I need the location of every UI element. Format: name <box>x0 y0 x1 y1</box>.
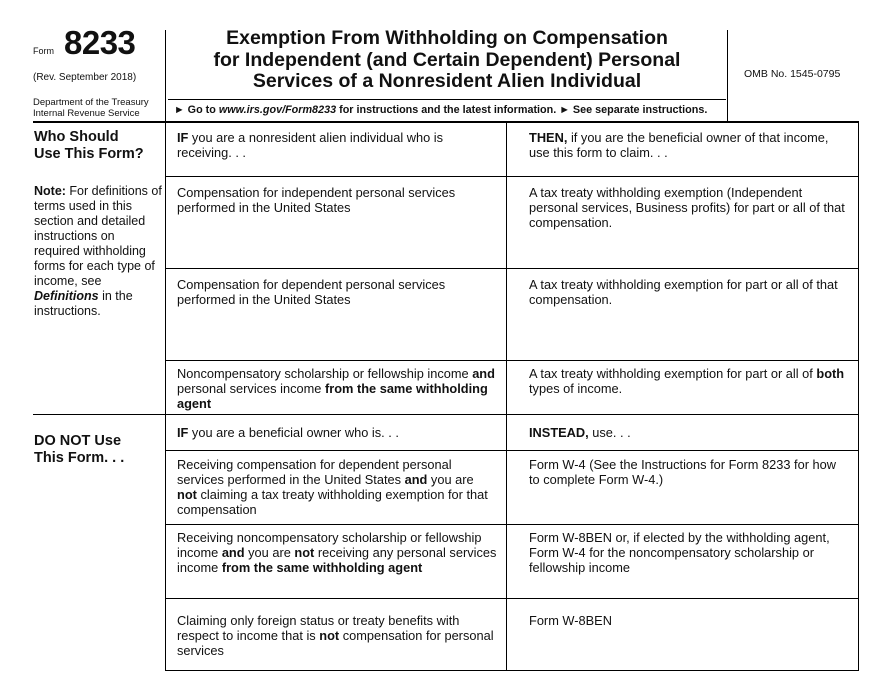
department <box>33 97 149 119</box>
who-row2-condition: Compensation for dependent personal services performed in the United States <box>177 277 446 307</box>
who-row3-claim <box>529 366 849 396</box>
text-segment: A tax treaty withholding exemption for part or all of <box>529 366 817 381</box>
note-text-end: in the instructions. <box>34 289 133 318</box>
then-label: THEN, <box>529 130 568 145</box>
text-segment: you are <box>244 545 295 560</box>
revision-date: (Rev. September 2018) <box>33 72 137 83</box>
omb-number: OMB No. 1545-0795 <box>744 68 841 80</box>
form-title <box>168 28 726 93</box>
table-top-border <box>33 121 859 123</box>
section-divider <box>33 414 859 415</box>
department-line2: Internal Revenue Service <box>33 108 140 119</box>
text-segment: receiving any personal services income <box>177 545 497 575</box>
row-line <box>166 598 858 599</box>
who-row3-condition <box>177 366 497 411</box>
do-not-use-heading-line2: This Form. . . <box>34 450 125 466</box>
text-segment: Receiving compensation for dependent personal services performed in the United States <box>177 457 452 487</box>
table-bottom-border <box>166 670 858 671</box>
if-label: IF <box>177 425 189 440</box>
definitions-term: Definitions <box>34 289 99 303</box>
text-bold: and <box>472 366 495 381</box>
dnu-row3-instead: Form W-8BEN <box>529 613 612 628</box>
text-segment: Claiming only foreign status or treaty benefits with respect to income that is <box>177 613 460 643</box>
text-segment: types of income. <box>529 381 623 396</box>
title-line1: Exemption From Withholding on Compensation <box>226 27 668 49</box>
if-owner-header-cell <box>177 425 497 440</box>
dnu-row1-condition <box>177 457 497 517</box>
who-should-heading-line1: Who Should <box>34 129 119 145</box>
if-text: you are a beneficial owner who is. . . <box>188 425 399 440</box>
if-text: you are a nonresident alien individual who is receiving. . . <box>177 130 444 160</box>
text-bold: not <box>319 628 340 643</box>
text-bold: from the same withholding agent <box>221 560 423 575</box>
note-text: For definitions of terms used in this section and detailed instructions on required withholding forms for each type of income, see <box>34 184 162 288</box>
grid-col-divider-2 <box>506 122 507 671</box>
text-segment: you are <box>427 472 474 487</box>
header-divider-right <box>727 30 728 121</box>
dnu-row2-condition <box>177 530 497 575</box>
text-bold: and <box>221 545 245 560</box>
text-segment: compensation for personal services <box>177 628 494 658</box>
department-line1: Department of the Treasury <box>33 97 149 108</box>
title-line2: for Independent (and Certain Dependent) Personal <box>213 48 681 71</box>
instead-label: INSTEAD, <box>529 425 589 440</box>
then-text: if you are the beneficial owner of that income, use this form to claim. . . <box>529 130 829 160</box>
who-row1-condition: Compensation for independent personal services performed in the United States <box>177 185 456 215</box>
dnu-row2-instead: Form W-8BEN or, if elected by the withholding agent, Form W-4 for the noncompensatory scholarship or fellowship income <box>529 530 830 575</box>
form-label: Form <box>33 46 54 56</box>
row-line <box>166 268 858 269</box>
text-bold: from the same withholding agent <box>177 381 488 411</box>
text-segment: claiming a tax treaty withholding exemption for that compensation <box>177 487 488 517</box>
who-row1-claim: A tax treaty withholding exemption (Independent personal services, Business profits) for part or all of that compensation. <box>529 185 845 230</box>
do-not-use-heading-line1: DO NOT Use <box>34 433 122 449</box>
instead-header-cell <box>529 425 849 440</box>
who-should-heading <box>34 129 144 163</box>
text-bold: and <box>404 472 428 487</box>
row-line <box>166 176 858 177</box>
text-bold: not <box>177 487 197 502</box>
who-should-heading-line2: Use This Form? <box>34 146 144 162</box>
text-segment: personal services income <box>177 381 325 396</box>
if-header-cell <box>177 130 497 160</box>
row-line <box>166 360 858 361</box>
grid-right-border <box>858 122 859 671</box>
do-not-use-heading <box>34 433 124 467</box>
text-bold: both <box>816 366 845 381</box>
title-underline <box>168 99 726 100</box>
then-header-cell <box>529 130 849 160</box>
row-line <box>166 450 858 451</box>
row-line <box>166 524 858 525</box>
text-bold: not <box>294 545 315 560</box>
text-segment: Receiving noncompensatory scholarship or fellowship income <box>177 530 482 560</box>
instructions-link-line <box>174 104 707 116</box>
title-line3: Services of a Nonresident Alien Individual <box>252 70 642 92</box>
dnu-row3-condition <box>177 613 497 658</box>
if-label: IF <box>177 130 189 145</box>
note-label: Note: <box>34 184 66 198</box>
goto-prefix: ► Go to <box>174 104 219 116</box>
dnu-row1-instead: Form W-4 (See the Instructions for Form 8233 for how to complete Form W-4.) <box>529 457 837 487</box>
header-divider-left <box>165 30 166 121</box>
grid-col-divider-1 <box>165 122 166 671</box>
irs-url-link[interactable]: www.irs.gov/Form8233 <box>218 104 337 116</box>
goto-suffix: for instructions and the latest information. ► See separate instructions. <box>336 104 708 116</box>
form-number: 8233 <box>64 24 136 61</box>
who-row2-claim: A tax treaty withholding exemption for part or all of that compensation. <box>529 277 838 307</box>
text-segment: Noncompensatory scholarship or fellowship income <box>177 366 473 381</box>
definitions-note <box>34 184 162 319</box>
instead-text: use. . . <box>588 425 631 440</box>
